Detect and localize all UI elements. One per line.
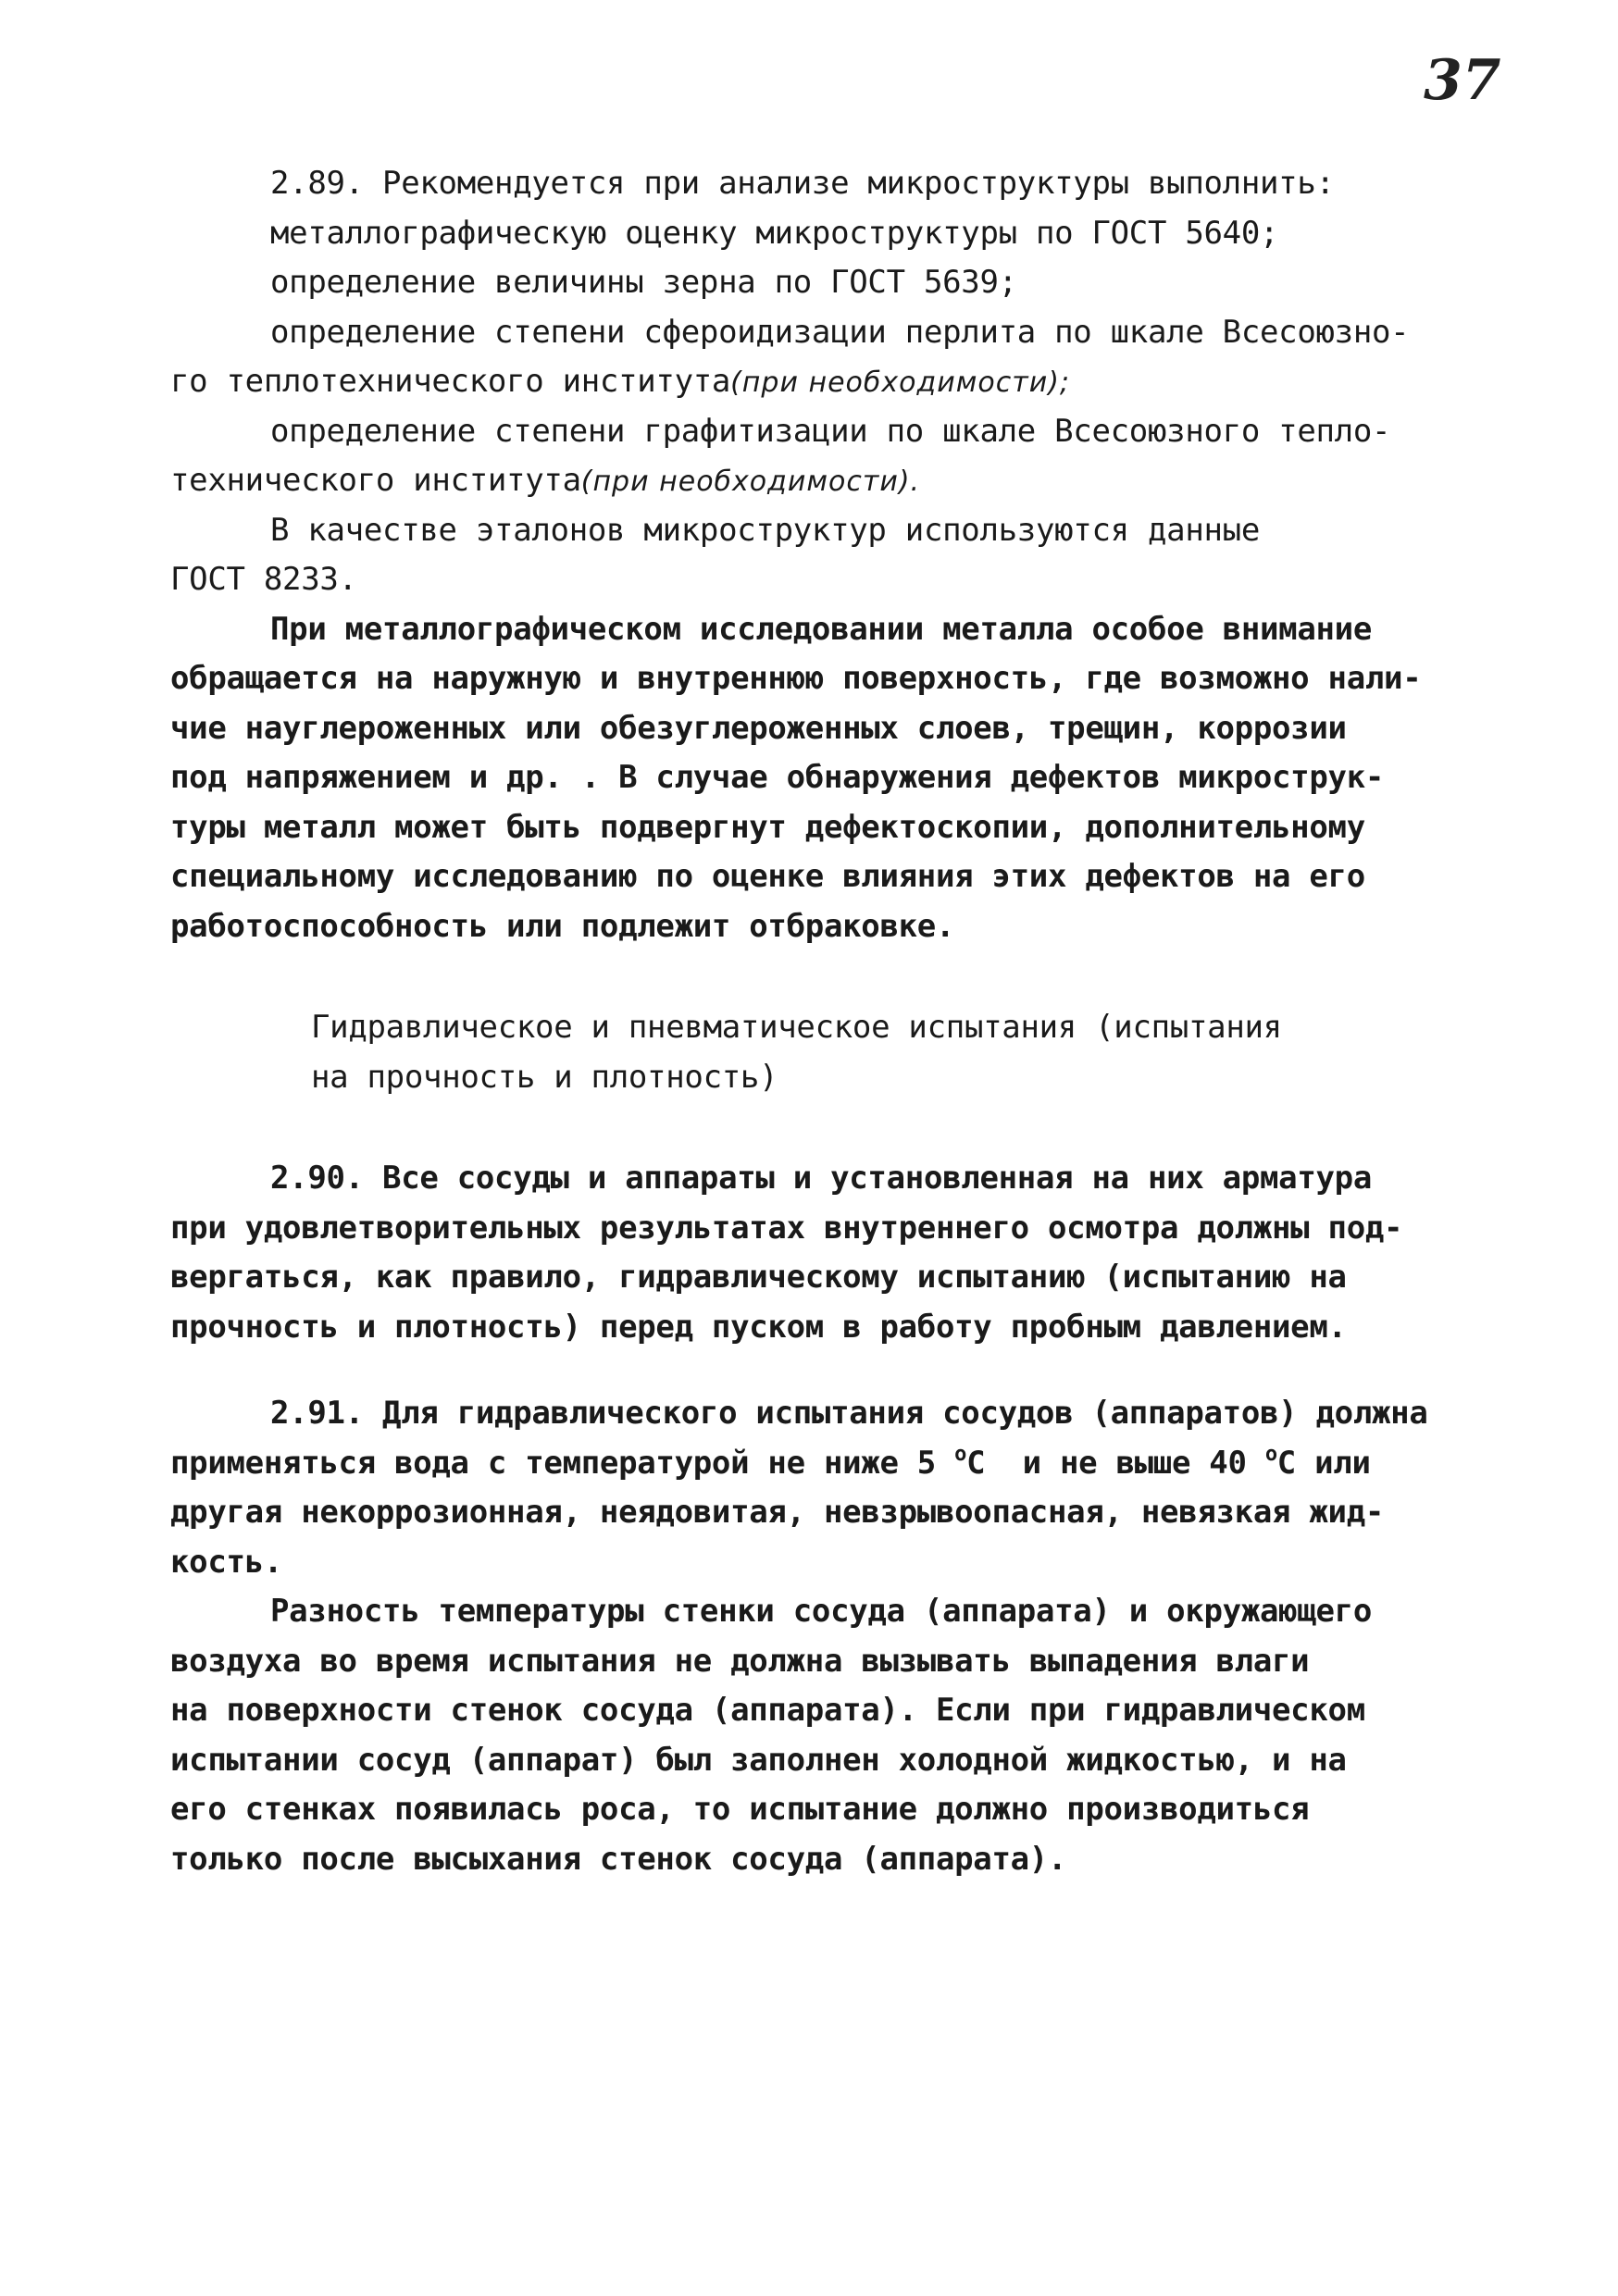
p289-line-1: 2.89. Рекомендуется при анализе микроструктуры выполнить: (270, 165, 1335, 202)
degree-sign-1: о (954, 1442, 967, 1466)
p289-line-13: под напряжением и др. . В случае обнаружения дефектов микрострук- (170, 759, 1385, 796)
p289-line-11: обращается на наружную и внутреннюю поверхность, где возможно нали- (170, 660, 1422, 697)
p291-line-2a: применяться вода с температурой не ниже 5 (170, 1444, 955, 1482)
section-heading-line-2: на прочность и плотность) (311, 1058, 778, 1096)
p291-line-6: воздуха во время испытания не должна вызывать выпадения влаги (170, 1642, 1310, 1680)
p289-line-9: ГОСТ 8233. (170, 561, 357, 598)
p290-line-3: вергаться, как правило, гидравлическому испытанию (испытанию на (170, 1259, 1347, 1296)
p289-line-5 (170, 357, 1531, 407)
p291-line-8: испытании сосуд (аппарат) был заполнен холодной жидкостью, и на (170, 1741, 1347, 1779)
p291-line-2b: С и не выше 40 (966, 1444, 1265, 1482)
p289-line-7 (170, 456, 1531, 506)
page-number: 37 (1424, 48, 1501, 113)
p291-line-3: другая некоррозионная, неядовитая, невзрывоопасная, невязкая жид- (170, 1494, 1385, 1531)
p290-line-1: 2.90. Все сосуды и аппараты и установленная на них арматура (270, 1160, 1373, 1197)
p291-line-2 (170, 1439, 1531, 1489)
p291-line-10: только после высыхания стенок сосуда (аппарата). (170, 1840, 1067, 1878)
p289-line-7-text: технического института (170, 462, 581, 499)
spacer (170, 1102, 1531, 1154)
spacer (170, 1352, 1531, 1389)
p289-line-10: При металлографическом исследовании металла особое внимание (270, 610, 1373, 648)
p289-line-2: металлографическую оценку микроструктуры по ГОСТ 5640; (270, 214, 1279, 252)
spacer (170, 951, 1531, 1003)
p289-line-12: чие науглероженных или обезуглероженных слоев, трещин, коррозии (170, 709, 1347, 747)
handwritten-note-2: (при необходимости). (580, 465, 921, 498)
document-body (170, 159, 1531, 1884)
p291-line-7: на поверхности стенок сосуда (аппарата). Если при гидравлическом (170, 1692, 1365, 1729)
p291-line-1: 2.91. Для гидравлического испытания сосудов (аппаратов) должна (270, 1395, 1428, 1432)
p291-line-4: кость. (170, 1543, 283, 1581)
p291-line-5: Разность температуры стенки сосуда (аппарата) и окружающего (270, 1593, 1373, 1630)
p289-line-15: специальному исследованию по оценке влияния этих дефектов на его (170, 858, 1365, 895)
p289-line-5-text: го теплотехнического института (170, 363, 731, 400)
p289-line-3: определение величины зерна по ГОСТ 5639; (270, 264, 1017, 301)
handwritten-note-1: (при необходимости); (730, 366, 1071, 399)
p289-line-8: В качестве эталонов микроструктур используются данные (270, 511, 1260, 549)
degree-sign-2: о (1264, 1442, 1277, 1466)
p290-line-4: прочность и плотность) перед пуском в работу пробным давлением. (170, 1308, 1347, 1346)
section-heading-line-1: Гидравлическое и пневматическое испытания (испытания (311, 1009, 1282, 1046)
p291-line-2c: С или (1276, 1444, 1371, 1482)
p289-line-16: работоспособность или подлежит отбраковке. (170, 907, 955, 945)
p290-line-2: при удовлетворительных результатах внутреннего осмотра должны под- (170, 1209, 1403, 1247)
p291-line-9: его стенках появилась роса, то испытание должно производиться (170, 1791, 1310, 1828)
p289-line-6: определение степени графитизации по шкале Всесоюзного тепло- (270, 412, 1391, 450)
p289-line-14: туры металл может быть подвергнут дефектоскопии, дополнительному (170, 808, 1365, 846)
p289-line-4: определение степени сфероидизации перлита по шкале Всесоюзно- (270, 313, 1410, 351)
